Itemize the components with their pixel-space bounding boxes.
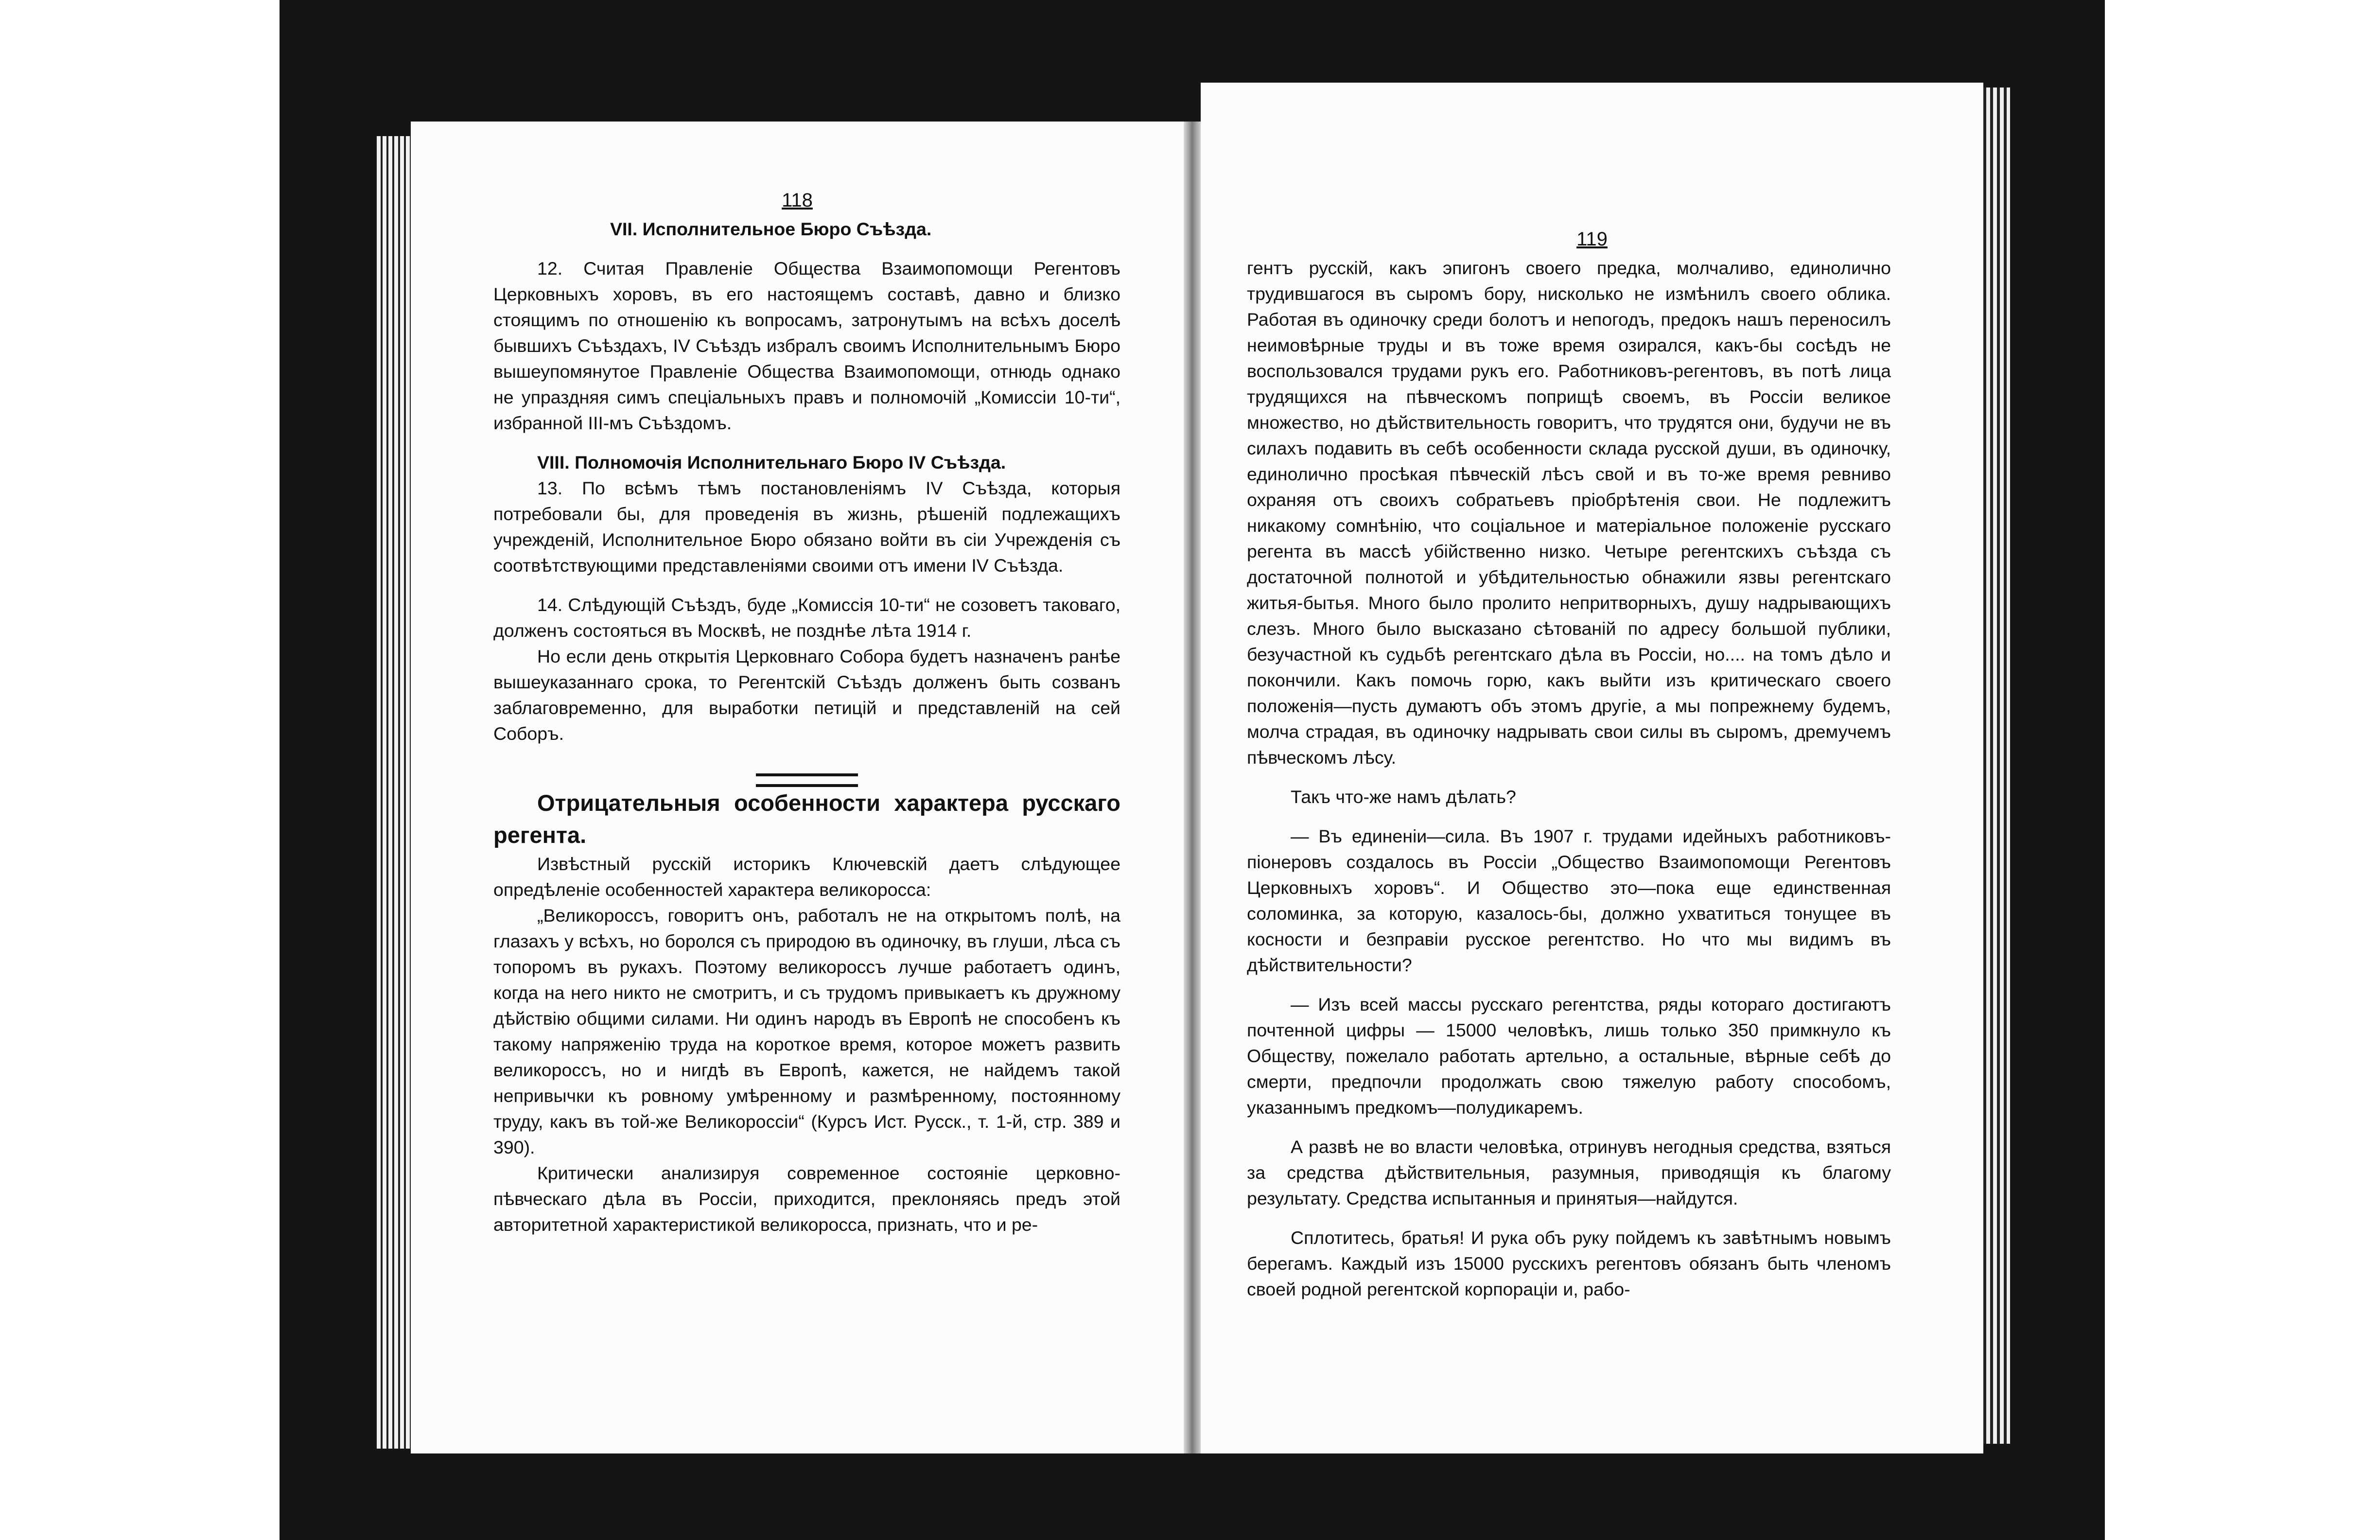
paragraph-13: 13. По всѣмъ тѣмъ постановленіямъ IV Съѣзда, которыя потребовали бы, для проведенія въ жизнь, рѣшеній подлежащихъ учрежденій, Исполнительное Бюро обязано войти въ сіи Учрежденія съ соотвѣтствующими представленіями своими отъ имени IV Съѣзда. — [493, 478, 1120, 576]
paragraph: гентъ русскій, какъ эпигонъ своего предка, молчаливо, единолично трудившагося въ сыромъ бору, нисколько не измѣнилъ своего облика. Работая въ одиночку среди болотъ и непогодъ, предокъ нашъ переносилъ неимовѣрные труды и въ тоже время озирался, какъ-бы сосѣдъ не воспользовался трудами рукъ его. Работниковъ-регентовъ, въ потѣ лица трудящихся на пѣвческомъ поприщѣ своемъ, въ Россіи великое множество, но дѣйствительность говоритъ, что трудятся они, будучи не въ силахъ подавить въ себѣ особенности склада русской души, въ одиночку, единолично просѣкая пѣвческій лѣсъ свой и въ то-же время ревниво охраняя отъ своихъ собратьевъ пріобрѣтенія свои. Не подлежитъ никакому сомнѣнію, что соціальное и матеріальное положеніе русскаго регента въ массѣ убійственно низко. Четыре регентскихъ съѣзда съ достаточной полнотой и убѣдительностью обнажили язвы регентскаго житья-бытья. Много было пролито непритворныхъ, душу надрывающихъ слезъ. Много было высказано сѣтованій по адресу большой публики, безучастной къ судьбѣ регентскаго дѣла въ Россіи, но.... на томъ дѣло и покончили. Какъ помочь горю, какъ выйти изъ критическаго своего положенія—пусть думаютъ объ этомъ другіе, а мы попрежнему будемъ, молча страдая, въ одиночку надрывать свои силы въ сыромъ, дремучемъ пѣвческомъ лѣсу. — [1247, 258, 1891, 768]
right-page-text — [1201, 250, 1983, 1302]
paragraph: Извѣстный русскій историкъ Ключевскій даетъ слѣдующее опредѣленіе особенностей характера великоросса: — [493, 854, 1120, 900]
paragraph-question: Такъ что-же намъ дѣлать? — [1291, 787, 1516, 807]
right-page — [1201, 83, 1983, 1453]
paragraph: Сплотитесь, братья! И рука объ руку пойдемъ къ завѣтнымъ новымъ берегамъ. Каждый изъ 15000 русскихъ регентовъ обязанъ быть членомъ своей родной регентской корпораціи и, рабо- — [1247, 1227, 1891, 1299]
page-number: 118 — [782, 190, 813, 211]
section-heading-viii: VIII. Полномочія Исполнительнаго Бюро IV Съѣзда. — [537, 452, 1006, 472]
paragraph: — Изъ всей массы русскаго регентства, ряды котораго достигаютъ почтенной цифры — 15000 человѣкъ, лишь только 350 примкнуло къ Обществу, пожелало работать артельно, а остальные, вѣрные себѣ до смерти, предпочли продолжать свою тяжелую работу способомъ, указаннымъ предкомъ—полудикаремъ. — [1247, 994, 1891, 1118]
paragraph-12: 12. Считая Правленіе Общества Взаимопомощи Регентовъ Церковныхъ хоровъ, въ его настоящемъ составѣ, давно и близко стоящимъ по отношенію къ вопросамъ, затронутымъ на всѣхъ доселѣ бывшихъ Съѣздахъ, IV Съѣздъ избралъ своимъ Исполнительнымъ Бюро вышеупомянутое Правленіе Общества Взаимопомощи, отнюдь однако не упраздняя симъ спеціальныхъ правъ и полномочій „Комиссіи 10-ти“, избранной III-мъ Съѣздомъ. — [493, 258, 1120, 433]
paragraph: Критически анализируя современное состояніе церковно-пѣвческаго дѣла въ Россіи, приходится, преклоняясь предъ этой авторитетной характеристикой великоросса, признать, что и ре- — [493, 1163, 1120, 1235]
book-gutter — [1184, 122, 1201, 1453]
scan-background — [280, 0, 2105, 1540]
article-title: Отрицательныя особенности характера русскаго регента. — [493, 790, 1120, 848]
left-page — [411, 122, 1184, 1453]
paragraph: — Въ единеніи—сила. Въ 1907 г. трудами идейныхъ работниковъ-піонеровъ создалось въ Россіи „Общество Взаимопомощи Регентовъ Церковныхъ хоровъ“. И Общество это—пока еще единственная соломинка, за которую, казалось-бы, должно ухватиться тонущее въ косности и безправіи русское регентство. Но что мы видимъ въ дѣйствительности? — [1247, 826, 1891, 975]
left-page-edges — [377, 136, 411, 1449]
section-heading-vii: VII. Исполнительное Бюро Съѣзда. — [610, 219, 932, 239]
quote-paragraph: „Великороссъ, говоритъ онъ, работалъ не на открытомъ полѣ, на глазахъ у всѣхъ, но боролся съ природою въ одиночку, въ глуши, лѣса съ топоромъ въ рукахъ. Поэтому великороссъ лучше работаетъ одинъ, когда на него никто не смотритъ, и съ трудомъ привыкаетъ къ дружному дѣйствію общими силами. Ни одинъ народъ въ Европѣ не способенъ къ такому напряженію труда на короткое время, которое можетъ развить великороссъ, но и нигдѣ въ Европѣ, кажется, не найдемъ такой непривычки къ ровному умѣренному и размѣренному, постоянному труду, какъ въ той-же Великороссіи“ (Курсъ Ист. Русск., т. 1-й, стр. 389 и 390). — [493, 905, 1120, 1157]
paragraph-14: 14. Слѣдующій Съѣздъ, буде „Комиссія 10-ти“ не созоветъ таковаго, долженъ состояться въ Москвѣ, не позднѣе лѣта 1914 г. — [493, 595, 1120, 641]
paragraph-14b: Но если день открытія Церковнаго Собора будетъ назначенъ ранѣе вышеуказаннаго срока, то Регентскій Съѣздъ долженъ быть созванъ заблаговременно, для выработки петицій и представленій на сей Соборъ. — [493, 646, 1120, 744]
paragraph: А развѣ не во власти человѣка, отринувъ негодныя средства, взяться за средства дѣйствительныя, разумныя, приводящія къ благому результату. Средства испытанныя и принятыя—найдутся. — [1247, 1137, 1891, 1208]
book-spread — [338, 68, 2030, 1458]
page-number: 119 — [1576, 228, 1608, 250]
right-page-edges — [1983, 88, 2010, 1444]
double-rule-divider — [756, 773, 858, 787]
left-page-text — [411, 211, 1184, 1238]
